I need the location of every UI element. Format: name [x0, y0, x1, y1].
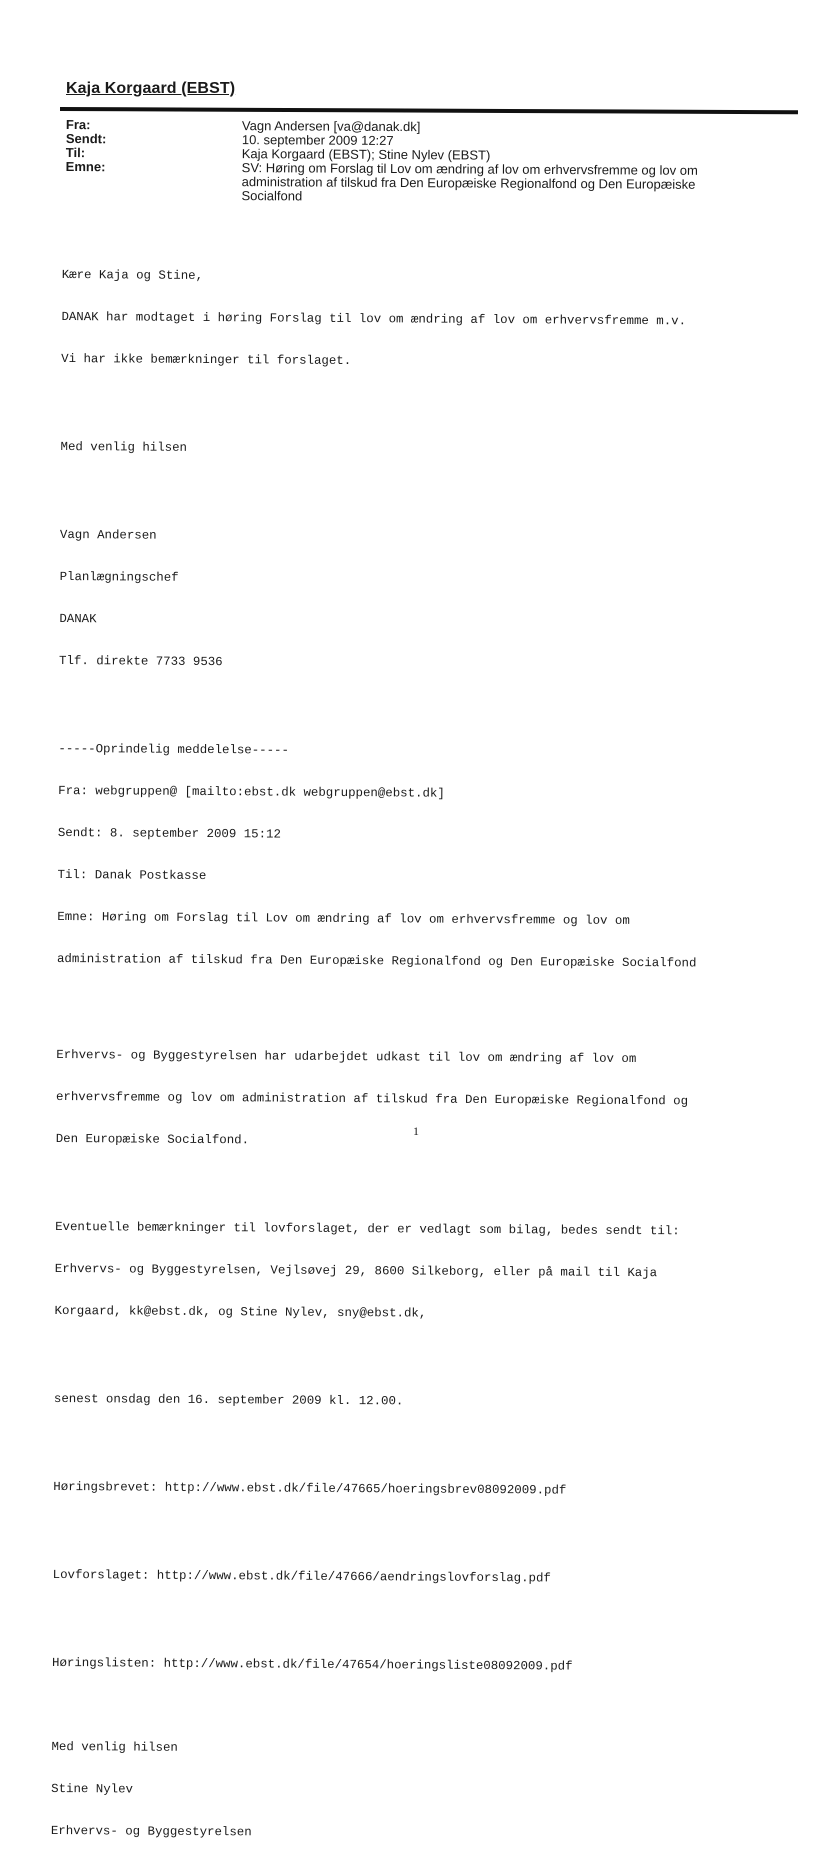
hearing-list-link: Høringslisten: http://www.ebst.dk/file/47654/hoeringsliste08092009.pdf	[52, 1655, 573, 1674]
hearing-letter-link: Høringsbrevet: http://www.ebst.dk/file/47665/hoeringsbrev08092009.pdf	[53, 1479, 567, 1498]
original-paragraph-1-line-1: Erhvervs- og Byggestyrelsen har udarbejdet udkast til lov om ændring af lov om	[56, 1047, 637, 1067]
sent-value: 10. september 2009 12:27	[241, 132, 394, 149]
subject-label: Emne:	[65, 158, 106, 175]
original-paragraph-2-line-2: Erhvervs- og Byggestyrelsen, Vejlsøvej 29, 8600 Silkeborg, eller på mail til Kaja	[54, 1261, 658, 1281]
sender-name-heading: Kaja Korgaard (EBST)	[66, 80, 236, 97]
original-paragraph-2-line-3: Korgaard, kk@ebst.dk, og Stine Nylev, sny@ebst.dk,	[54, 1303, 427, 1321]
from-value: Vagn Andersen [va@danak.dk]	[241, 118, 421, 135]
subject-value: SV: Høring om Forslag til Lov om ændring af lov om erhvervsfremme og lov om administration af tilskud fra Den Europæiske Regionalfond og Den Europæiske Socialfond	[241, 160, 698, 204]
email-body	[51, 240, 802, 1871]
original-to: Til: Danak Postkasse	[57, 867, 207, 884]
original-message-separator: -----Oprindelig meddelelse-----	[58, 741, 290, 758]
original-deadline: senest onsdag den 16. september 2009 kl. 12.00.	[53, 1391, 404, 1409]
reply-signature-org: DANAK	[59, 611, 97, 627]
reply-greeting: Kære Kaja og Stine,	[61, 267, 204, 283]
original-paragraph-1-line-2: erhvervsfremme og lov om administration af tilskud fra Den Europæiske Regionalfond og	[55, 1089, 689, 1109]
from-label: Fra:	[65, 117, 91, 133]
page-number: 1	[413, 1124, 419, 1138]
header-rule	[60, 107, 798, 114]
reply-signature-title: Planlægningschef	[59, 569, 179, 585]
header-row-subject	[65, 160, 785, 206]
original-subject-line-1: Emne: Høring om Forslag til Lov om ændring af lov om erhvervsfremme og lov om	[57, 909, 630, 928]
original-signature-org: Erhvervs- og Byggestyrelsen	[50, 1823, 252, 1840]
original-subject-line-2: administration af tilskud fra Den Europæiske Regionalfond og Den Europæiske Socialfond	[56, 951, 697, 971]
bill-link: Lovforslaget: http://www.ebst.dk/file/47666/aendringslovforslag.pdf	[52, 1567, 551, 1586]
original-from: Fra: webgruppen@ [mailto:ebst.dk webgruppen@ebst.dk]	[58, 783, 445, 801]
original-paragraph-2-line-1: Eventuelle bemærkninger til lovforslaget, der er vedlagt som bilag, bedes sendt til:	[55, 1219, 680, 1239]
email-header	[65, 118, 785, 206]
reply-line-2: Vi har ikke bemærkninger til forslaget.	[61, 351, 352, 369]
reply-signature-name: Vagn Andersen	[59, 527, 157, 543]
to-label: Til:	[65, 144, 86, 161]
original-signature-name: Stine Nylev	[51, 1781, 134, 1797]
reply-line-1: DANAK har modtaget i høring Forslag til lov om ændring af lov om erhvervsfremme m.v.	[61, 309, 687, 329]
reply-signature-phone: Tlf. direkte 7733 9536	[59, 653, 223, 670]
original-sent: Sendt: 8. september 2009 15:12	[57, 825, 281, 842]
reply-closing: Med venlig hilsen	[60, 439, 188, 455]
sent-label: Sendt:	[65, 130, 107, 147]
original-paragraph-1-line-3: Den Europæiske Socialfond.	[55, 1131, 250, 1148]
to-value: Kaja Korgaard (EBST); Stine Nylev (EBST)	[241, 146, 491, 163]
original-closing: Med venlig hilsen	[51, 1739, 178, 1755]
